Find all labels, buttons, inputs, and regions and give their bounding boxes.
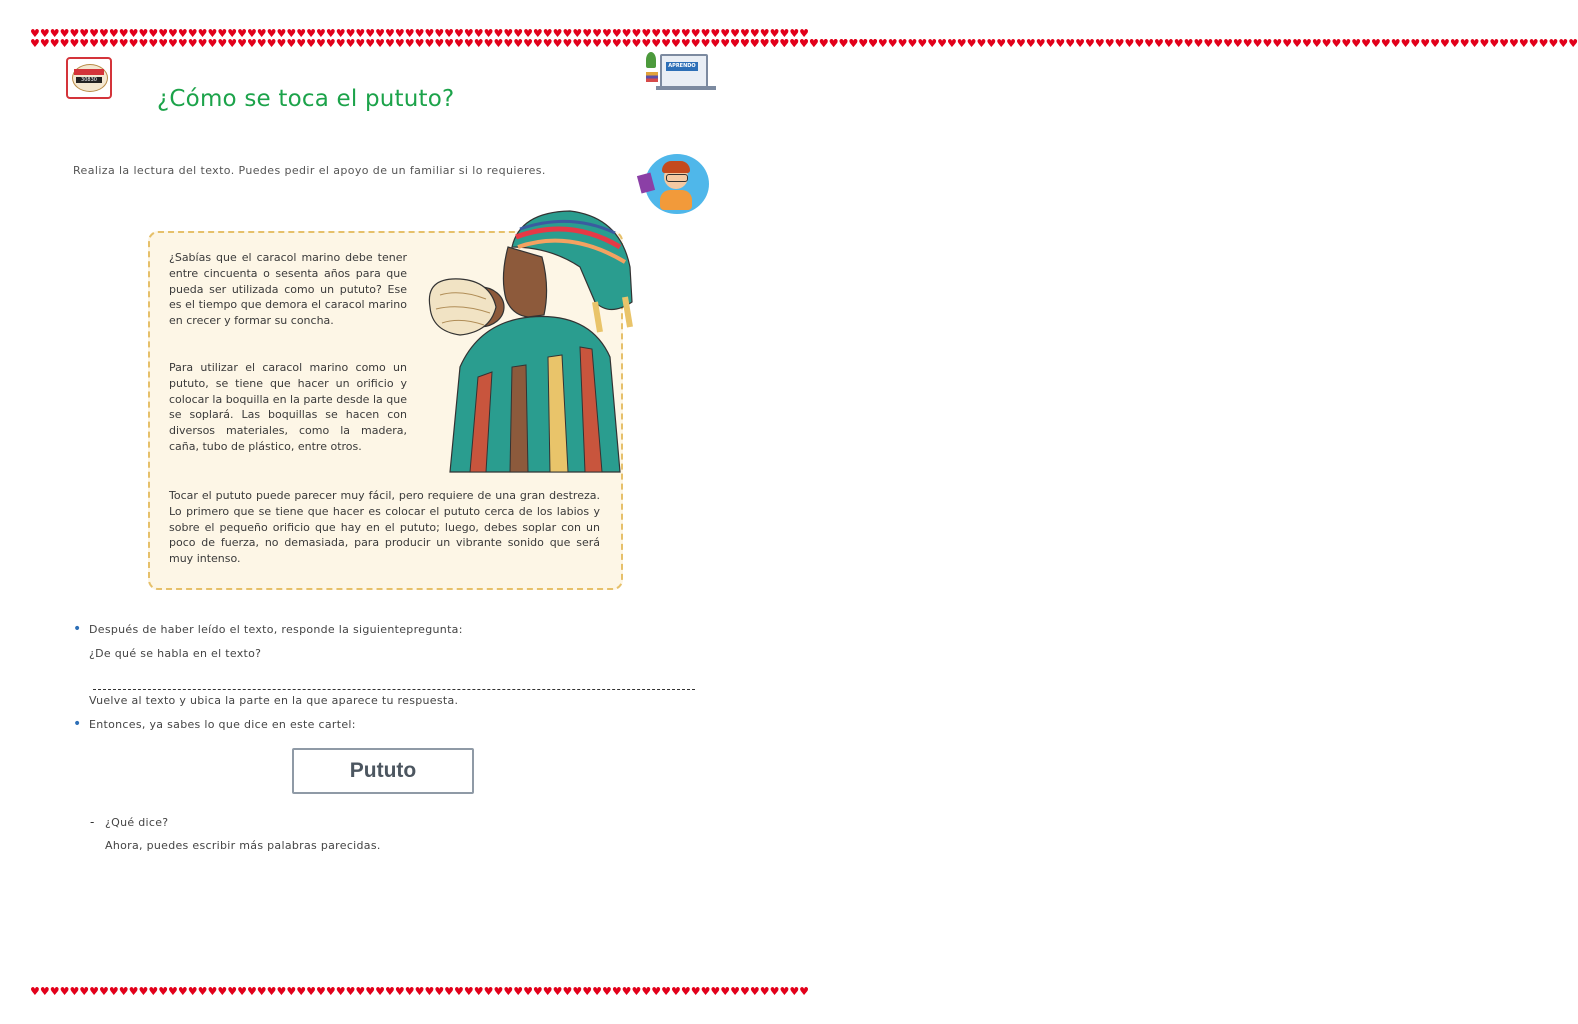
school-logo [66, 57, 112, 99]
student-avatar [645, 154, 709, 214]
glasses-icon [666, 174, 688, 182]
reading-instruction: Realiza la lectura del texto. Puedes pedir el apoyo de un familiar si lo requieres. [73, 164, 546, 177]
aprendo-label: APRENDO [666, 62, 698, 71]
books-icon [646, 72, 658, 82]
question-item-1: Después de haber leído el texto, responde la siguientepregunta: [89, 623, 463, 636]
heart-border-left: ♥♥♥♥♥♥♥♥♥♥♥♥♥♥♥♥♥♥♥♥♥♥♥♥♥♥♥♥♥♥♥♥♥♥♥♥♥♥♥♥♥♥♥♥♥♥♥♥♥♥♥♥♥♥♥♥♥♥♥♥♥♥♥♥♥♥♥♥♥♥♥♥♥♥♥♥♥♥♥♥♥♥♥♥♥♥ [30, 37, 879, 50]
sub-instruction: Ahora, puedes escribir más palabras parecidas. [105, 839, 381, 852]
school-logo-number: 30830 [76, 77, 102, 83]
reading-paragraph-1: ¿Sabías que el caracol marino debe tener entre cincuenta o sesenta años para que pueda ser utilizada como un pututo? Ese es el tiempo que demora el caracol marino en crecer y formar su concha. [169, 251, 407, 328]
dash-marker: - [90, 815, 95, 829]
heart-border-bottom: ♥♥♥♥♥♥♥♥♥♥♥♥♥♥♥♥♥♥♥♥♥♥♥♥♥♥♥♥♥♥♥♥♥♥♥♥♥♥♥♥♥♥♥♥♥♥♥♥♥♥♥♥♥♥♥♥♥♥♥♥♥♥♥♥♥♥♥♥♥♥♥♥♥♥♥♥♥♥♥ [30, 985, 810, 998]
pututo-player-illustration [420, 207, 635, 482]
page-title: ¿Cómo se toca el pututo? [157, 86, 455, 112]
bullet-icon: • [73, 716, 82, 732]
question-1: ¿De qué se habla en el texto? [89, 647, 262, 660]
reading-paragraph-3: Tocar el pututo puede parecer muy fácil, pero requiere de una gran destreza. Lo primero que se tiene que hacer es colocar el pututo cerca de los labios y sobre el pequeño orificio que hay en el pututo; luego, debes soplar con un poco de fuerza, no demasiada, para producir un vibrante sonido que será muy intenso. [169, 489, 600, 566]
bullet-icon: • [73, 621, 82, 637]
computer-screen-icon [660, 54, 708, 88]
book-icon [637, 172, 655, 193]
question-item-2: Entonces, ya sabes lo que dice en este cartel: [89, 718, 356, 731]
aprendo-logo [646, 48, 718, 96]
word-cartel: Pututo [292, 748, 474, 794]
plant-icon [646, 52, 656, 68]
answer-line[interactable] [93, 689, 695, 690]
question-hint: Vuelve al texto y ubica la parte en la que aparece tu respuesta. [89, 694, 459, 707]
heart-border-top: ♥♥♥♥♥♥♥♥♥♥♥♥♥♥♥♥♥♥♥♥♥♥♥♥♥♥♥♥♥♥♥♥♥♥♥♥♥♥♥♥♥♥♥♥♥♥♥♥♥♥♥♥♥♥♥♥♥♥♥♥♥♥♥♥♥♥♥♥♥♥♥♥♥♥♥♥♥♥♥ [30, 27, 810, 40]
sub-question: ¿Qué dice? [105, 816, 169, 829]
reading-paragraph-2: Para utilizar el caracol marino como un pututo, se tiene que hacer un orificio y colocar la boquilla en la parte desde la que se soplará. Las boquillas se hacen con diversos materiales, como la madera, caña, tubo de plástico, entre otros. [169, 361, 407, 453]
heart-border-right: ♥♥♥♥♥♥♥♥♥♥♥♥♥♥♥♥♥♥♥♥♥♥♥♥♥♥♥♥♥♥♥♥♥♥♥♥♥♥♥♥♥♥♥♥♥♥♥♥♥♥♥♥♥♥♥♥♥♥♥♥♥♥♥♥♥♥♥♥♥♥♥♥♥♥♥♥♥♥♥♥♥♥♥♥♥♥ [730, 37, 1578, 50]
